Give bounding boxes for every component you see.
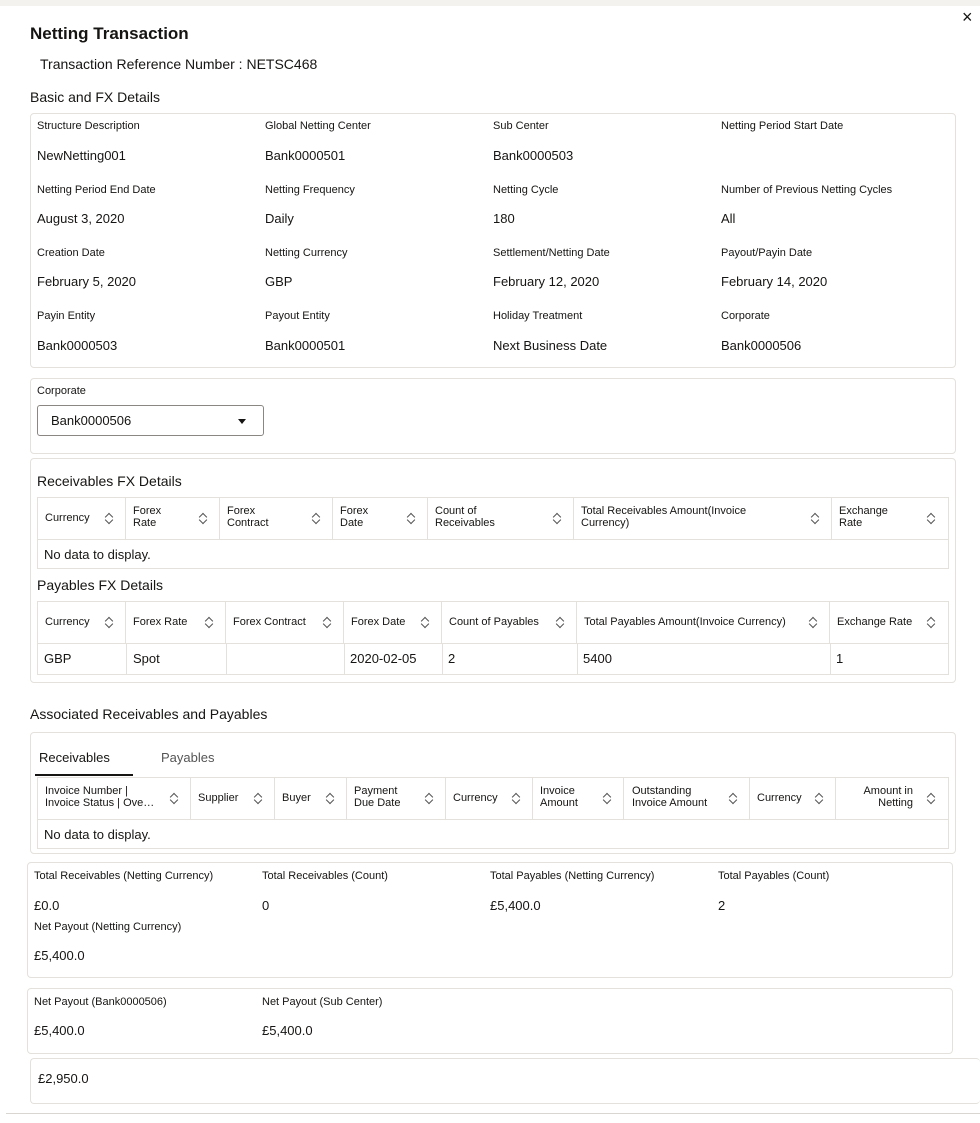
- column-header-label: Count of Payables: [449, 616, 539, 628]
- field-value: All: [721, 211, 736, 226]
- column-header[interactable]: [226, 602, 344, 643]
- column-header-label: Invoice Amount: [540, 785, 578, 809]
- column-header[interactable]: [442, 602, 577, 643]
- total-value: 0: [262, 898, 270, 913]
- tab-receivables[interactable]: Receivables: [39, 750, 110, 765]
- corporate-label: Corporate: [37, 385, 86, 397]
- column-header-label: Total Receivables Amount(Invoice Currency): [581, 505, 747, 529]
- table-cell: 2: [448, 651, 456, 666]
- chevron-down-icon: [238, 419, 246, 424]
- sort-icon[interactable]: [603, 793, 611, 803]
- column-header[interactable]: [38, 778, 191, 819]
- receivables-fx-empty: No data to display.: [44, 547, 151, 562]
- field-value: NewNetting001: [37, 148, 126, 163]
- column-header[interactable]: [577, 602, 830, 643]
- close-icon[interactable]: ×: [962, 7, 973, 27]
- column-header[interactable]: [625, 778, 750, 819]
- column-header[interactable]: [446, 778, 533, 819]
- sort-icon[interactable]: [105, 513, 113, 523]
- field-label: Netting Period Start Date: [721, 120, 844, 132]
- net-payout-label: Net Payout (Sub Center): [262, 996, 383, 1008]
- sort-icon[interactable]: [105, 617, 113, 627]
- net-payout-value: £5,400.0: [262, 1023, 313, 1038]
- corporate-select-value: Bank0000506: [51, 413, 132, 428]
- column-header[interactable]: [533, 778, 624, 819]
- field-value: Bank0000501: [265, 338, 346, 353]
- column-header-label: Supplier: [198, 792, 239, 804]
- column-header-label: Exchange Rate: [839, 505, 888, 529]
- field-value: Next Business Date: [493, 338, 608, 353]
- field-value: GBP: [265, 274, 293, 289]
- column-header-label: Forex Rate: [133, 616, 188, 628]
- field-value: February 5, 2020: [37, 274, 137, 289]
- column-header-label: Outstanding Invoice Amount: [632, 785, 708, 809]
- table-cell: 2020-02-05: [350, 651, 417, 666]
- column-header-label: Currency: [757, 792, 802, 804]
- column-divider: [442, 644, 443, 674]
- field-value: February 12, 2020: [493, 274, 600, 289]
- column-header[interactable]: [38, 498, 126, 539]
- total-value: £5,400.0: [490, 898, 541, 913]
- net-payout-value: £5,400.0: [34, 1023, 85, 1038]
- column-header-label: Count of Receivables: [435, 505, 495, 529]
- sort-icon[interactable]: [556, 617, 564, 627]
- field-label: Netting Frequency: [265, 184, 355, 196]
- divider: [38, 819, 948, 820]
- field-label: Structure Description: [37, 120, 140, 132]
- column-divider: [344, 644, 345, 674]
- active-tab-indicator: [35, 774, 133, 776]
- sort-icon[interactable]: [254, 793, 262, 803]
- column-header-label: Invoice Number | Invoice Status | Ove…: [45, 785, 155, 809]
- sort-icon[interactable]: [553, 513, 561, 523]
- column-header[interactable]: [347, 778, 446, 819]
- net-payout-label: Net Payout (Bank0000506): [34, 996, 167, 1008]
- sort-icon[interactable]: [170, 793, 178, 803]
- column-header-label: Forex Contract: [227, 505, 269, 529]
- column-header[interactable]: [126, 602, 226, 643]
- sort-icon[interactable]: [811, 513, 819, 523]
- field-label: Payout Entity: [265, 310, 330, 322]
- field-value: 180: [493, 211, 515, 226]
- payables-fx-table: [37, 601, 949, 675]
- total-label: Net Payout (Netting Currency): [34, 921, 182, 933]
- column-header-label: Exchange Rate: [837, 616, 913, 628]
- column-header[interactable]: [275, 778, 347, 819]
- column-header[interactable]: [191, 778, 275, 819]
- column-header[interactable]: [836, 778, 948, 819]
- field-value: February 14, 2020: [721, 274, 828, 289]
- column-divider: [577, 644, 578, 674]
- column-header-label: Currency: [45, 512, 90, 524]
- column-divider: [226, 644, 227, 674]
- sort-icon[interactable]: [512, 793, 520, 803]
- field-label: Corporate: [721, 310, 770, 322]
- field-value: August 3, 2020: [37, 211, 125, 226]
- column-header[interactable]: [38, 602, 126, 643]
- associated-empty: No data to display.: [44, 827, 151, 842]
- column-header-label: Currency: [45, 616, 90, 628]
- sort-icon[interactable]: [326, 793, 334, 803]
- field-label: Holiday Treatment: [493, 310, 583, 322]
- total-label: Total Receivables (Count): [262, 870, 388, 882]
- column-header[interactable]: [428, 498, 574, 539]
- field-label: Payout/Payin Date: [721, 247, 813, 259]
- sort-icon[interactable]: [927, 513, 935, 523]
- column-header[interactable]: [344, 602, 442, 643]
- associated-section-title: Associated Receivables and Payables: [30, 706, 268, 722]
- column-header-label: Forex Rate: [133, 505, 162, 529]
- column-header[interactable]: [832, 498, 948, 539]
- field-label: Settlement/Netting Date: [493, 247, 610, 259]
- tab-payables[interactable]: Payables: [161, 750, 215, 765]
- column-header-label: Total Payables Amount(Invoice Currency): [584, 616, 786, 628]
- sort-icon[interactable]: [323, 617, 331, 627]
- column-header-label: Forex Contract: [233, 616, 306, 628]
- divider: [38, 643, 948, 644]
- field-label: Payin Entity: [37, 310, 96, 322]
- field-value: Bank0000503: [37, 338, 118, 353]
- field-value: Bank0000501: [265, 148, 346, 163]
- sort-icon[interactable]: [421, 617, 429, 627]
- table-cell: Spot: [133, 651, 160, 666]
- sort-icon[interactable]: [729, 793, 737, 803]
- bottom-amount: £2,950.0: [38, 1071, 89, 1086]
- column-header[interactable]: [750, 778, 836, 819]
- table-cell: 5400: [583, 651, 612, 666]
- transaction-reference: Transaction Reference Number : NETSC468: [40, 56, 318, 72]
- divider: [38, 539, 948, 540]
- total-label: Total Payables (Count): [718, 870, 830, 882]
- field-label: Sub Center: [493, 120, 549, 132]
- field-label: Number of Previous Netting Cycles: [721, 184, 893, 196]
- column-header-label: Amount in Netting: [863, 785, 913, 809]
- column-header[interactable]: [333, 498, 428, 539]
- sort-icon[interactable]: [205, 617, 213, 627]
- column-header-label: Payment Due Date: [354, 785, 401, 809]
- field-label: Netting Cycle: [493, 184, 559, 196]
- sort-icon[interactable]: [809, 617, 817, 627]
- table-cell: GBP: [44, 651, 72, 666]
- sort-icon[interactable]: [815, 793, 823, 803]
- sort-icon[interactable]: [927, 617, 935, 627]
- total-value: £5,400.0: [34, 948, 85, 963]
- column-divider: [126, 644, 127, 674]
- sort-icon[interactable]: [927, 793, 935, 803]
- column-header[interactable]: [126, 498, 220, 539]
- column-divider: [830, 644, 831, 674]
- field-value: Bank0000506: [721, 338, 802, 353]
- total-value: £0.0: [34, 898, 60, 913]
- table-cell: 1: [836, 651, 844, 666]
- column-header-label: Forex Date: [351, 616, 406, 628]
- basic-fx-section-title: Basic and FX Details: [30, 89, 160, 105]
- sort-icon[interactable]: [425, 793, 433, 803]
- field-label: Global Netting Center: [265, 120, 371, 132]
- payables-fx-title: Payables FX Details: [37, 577, 164, 593]
- sort-icon[interactable]: [199, 513, 207, 523]
- field-label: Creation Date: [37, 247, 105, 259]
- receivables-fx-table: [37, 497, 949, 569]
- column-header-label: Buyer: [282, 792, 311, 804]
- total-label: Total Payables (Netting Currency): [490, 870, 655, 882]
- bottom-panel: [30, 1058, 980, 1104]
- sort-icon[interactable]: [407, 513, 415, 523]
- total-value: 2: [718, 898, 726, 913]
- field-value: Daily: [265, 211, 294, 226]
- field-value: Bank0000503: [493, 148, 574, 163]
- associated-table: [37, 777, 949, 849]
- field-label: Netting Period End Date: [37, 184, 156, 196]
- dialog-bottom-border: [6, 1113, 980, 1114]
- total-label: Total Receivables (Netting Currency): [34, 870, 214, 882]
- receivables-fx-title: Receivables FX Details: [37, 473, 182, 489]
- column-header-label: Currency: [453, 792, 498, 804]
- field-label: Netting Currency: [265, 247, 348, 259]
- page-title: Netting Transaction: [30, 24, 189, 43]
- sort-icon[interactable]: [312, 513, 320, 523]
- column-header[interactable]: [830, 602, 948, 643]
- column-header[interactable]: [220, 498, 333, 539]
- corporate-select[interactable]: [37, 405, 264, 436]
- column-header[interactable]: [574, 498, 832, 539]
- column-header-label: Forex Date: [340, 505, 369, 529]
